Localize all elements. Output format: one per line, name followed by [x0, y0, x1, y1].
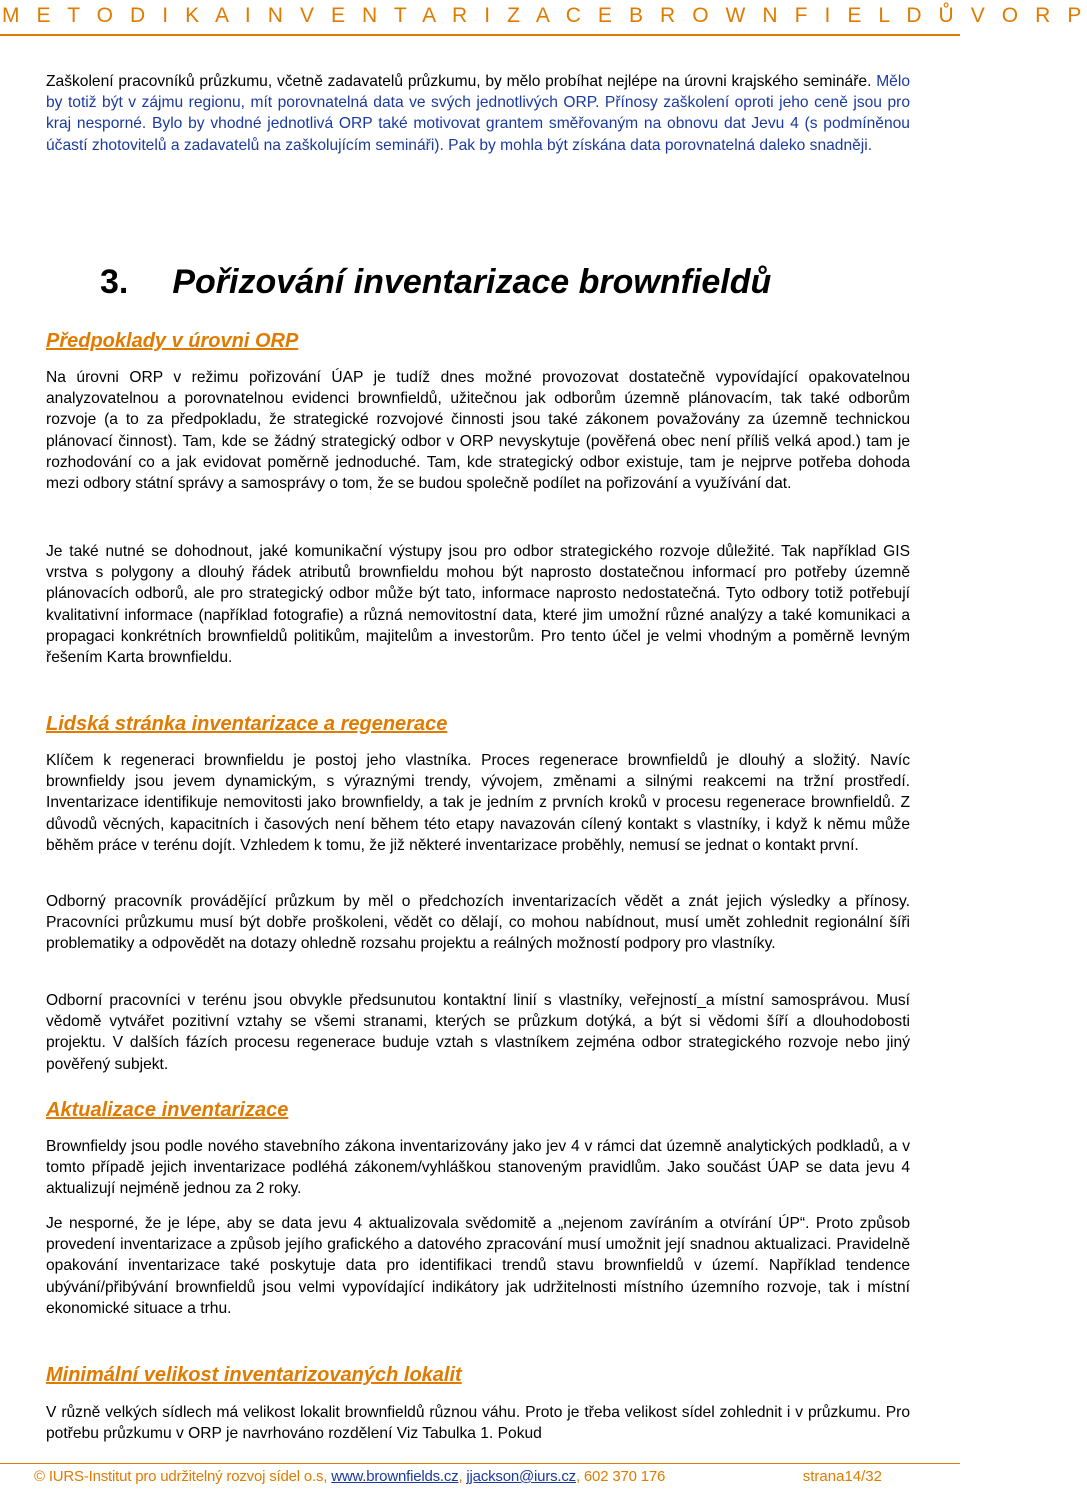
section-predpoklady — [46, 330, 910, 353]
paragraph: V různě velkých sídlech má velikost lokalit brownfieldů různou váhu. Proto je třeba velikost sídel zohlednit i v průzkumu. Pro potřebu průzkumu v ORP je navrhováno rozdělení Viz Tabulka 1. Pokud — [46, 1404, 910, 1443]
footer-phone: , 602 370 176 — [575, 1468, 666, 1485]
paragraph: Odborní pracovníci v terénu jsou obvykle předsunutou kontaktní linií s vlastníky, veřejností_a místní samosprávou. Musí vědomě vytvářet pozitivní vztahy se všemi stranami, kterých se průzkum dotýká, a být si vědomi šíří a dlouhodobosti projektu. V dalších fázích procesu regenerace buduje vztah s vlastníkem zejména odbor strategického rozvoje nebo jiný pověřený subjekt. — [46, 992, 910, 1073]
section-lidska-stranka — [46, 713, 910, 736]
section-title: Lidská stránka inventarizace a regenerace — [46, 713, 448, 735]
section-lidska-body-3 — [46, 990, 910, 1075]
footer-separator: , — [458, 1468, 467, 1485]
section-title: Minimální velikost inventarizovaných lokalit — [46, 1364, 462, 1386]
section-aktualizace-body-2 — [46, 1213, 910, 1319]
footer-rule — [0, 1463, 960, 1464]
page-label: strana — [802, 1468, 845, 1485]
paragraph: Je také nutné se dohodnout, jaké komunikační výstupy jsou pro odbor strategického rozvoje důležité. Tak například GIS vrstva s polygony a dlouhý řádek atributů brownfieldu mohou být naprosto dostatečnou informací pro potřeby územně plánovacích odborů, ale pro strategický odbor může být tato, informace naprosto nedostatečná. Tyto odbory totiž potřebují kvalitativní informace (například fotografie) a různá nemovitostní data, které jim umožní různé analýzy a také komunikaci a propagaci konkrétních brownfieldů politikům, majitelům a investorům. Pro tento účel je velmi vhodným a poměrně levným řešením Karta brownfieldu. — [46, 543, 910, 667]
page-number: 14/32 — [844, 1468, 882, 1485]
footer-email-link[interactable]: jjackson@iurs.cz — [466, 1468, 576, 1485]
section-title: Aktualizace inventarizace — [46, 1099, 289, 1121]
section-predpoklady-body-2 — [46, 541, 910, 668]
paragraph: Odborný pracovník provádějící průzkum by měl o předchozích inventarizacích vědět a znát jejich výsledky a přínosy. Pracovníci průzkumu musí být dobře proškoleni, vědět co dělají, co mohou nabídnout, musí umět zohlednit regionální šíři problematiky a odpovědět na dotazy ohledně rozsahu projektu a reálných možností podpory pro vlastníky. — [46, 893, 910, 953]
section-predpoklady-body — [46, 367, 910, 494]
section-aktualizace — [46, 1099, 910, 1122]
section-lidska-body-1 — [46, 750, 910, 856]
section-aktualizace-body-1 — [46, 1136, 910, 1200]
page-footer — [0, 1468, 960, 1492]
intro-block — [46, 71, 910, 156]
paragraph: Klíčem k regeneraci brownfieldu je postoj jeho vlastníka. Proces regenerace brownfieldů je dlouhý a složitý. Navíc brownfieldy jsou jevem dynamickým, s výraznými trendy, vývojem, změnami a silnými reakcemi na tržní prostředí. Inventarizace identifikuje nemovitosti jako brownfieldy, a tak je jedním z prvních kroků v procesu regenerace brownfieldů. Z důvodů věcných, kapacitních i časových není během této etapy navazován cílený kontakt s vlastníky, i když k němu může běhěm práce v terénu dojít. Vzhledem k tomu, že již některé inventarizace proběhly, nemusí se jednat o kontakt první. — [46, 752, 910, 854]
footer-web-link[interactable]: www.brownfields.cz — [331, 1468, 459, 1485]
section-lidska-body-2 — [46, 891, 910, 955]
section-title: Předpoklady v úrovni ORP — [46, 330, 299, 352]
header-rule — [0, 34, 960, 36]
document-header: M E T O D I K A I N V E N T A R I Z A C E B R O W N F I E L D Ů V O R P — [2, 4, 1087, 27]
paragraph: Je nesporné, že je lépe, aby se data jevu 4 aktualizovala svědomitě a „nejenom zavíráním a otvírání ÚP“. Proto způsob provedení inventarizace a způsob jejího grafického a datového zpracování musí umožnit její snadnou aktualizaci. Pravidelně opakování inventarizace také poskytuje data pro identifikaci trendů stavu brownfieldů v území. Například tendence ubývání/přibývání brownfieldů jsou velmi vypovídající indikátory jak udržitelnosti místního územního rozvoje, tak i místní ekonomické situace a trhu. — [46, 1215, 910, 1317]
section-minimalni-body — [46, 1402, 910, 1444]
paragraph: Brownfieldy jsou podle nového stavebního zákona inventarizovány jako jev 4 v rámci dat územně analytických podkladů, a v tomto případě jejich inventarizace podléhá zákonem/vyhláškou stanoveným pravidlům. Jako součást ÚAP se data jevu 4 aktualizují nejméně jednou za 2 roky. — [46, 1138, 910, 1198]
footer-org: © IURS-Institut pro udržitelný rozvoj sídel o.s, — [34, 1468, 332, 1485]
chapter-number: 3. — [100, 263, 129, 301]
paragraph: Na úrovni ORP v režimu pořizování ÚAP je tudíž dnes možné provozovat dostatečně vypovídající opakovatelnou analyzovatelnou a porovnatelnou evidenci brownfieldů, užitečnou jak odborům územně plánovacím, tak také odborům rozvoje (a to za předpokladu, že strategické rozvojové činnosti jsou také zákonem považovány za územně technickou plánovací činnost). Tam, kde se žádný strategický odbor v ORP nevyskytuje (pověřená obec není příliš velká apod.) tam je rozhodování co a jak evidovat poměrně jednoduché. Tam, kde strategický odbor existuje, tam je nejprve potřeba dohoda mezi odbory státní správy a samosprávy o tom, že se budou společně podílet na pořizování a využívání dat. — [46, 369, 910, 493]
section-minimalni-velikost — [46, 1364, 910, 1387]
chapter-heading — [100, 263, 771, 302]
chapter-title: Pořizování inventarizace brownfieldů — [172, 263, 772, 301]
footer-contact — [34, 1468, 665, 1485]
footer-page — [803, 1468, 882, 1485]
intro-text-black: Zaškolení pracovníků průzkumu, včetně zadavatelů průzkumu, by mělo probíhat nejlépe na úrovni krajského semináře. — [46, 73, 877, 90]
intro-paragraph — [46, 71, 910, 156]
intro-text-blue: Mělo by totiž být v zájmu regionu, mít porovnatelná data ve svých jednotlivých ORP. Přínosy zaškolení oproti jeho ceně jsou pro kraj nesporné. Bylo by vhodné jednotlivá ORP také motivovat grantem směřovaným na obnovu dat Jevu 4 (s podmíněnou účastí zhotovitelů a zadavatelů na zaškolujícím semináři). Pak by mohla být získána data porovnatelná daleko snadněji. — [46, 73, 910, 154]
